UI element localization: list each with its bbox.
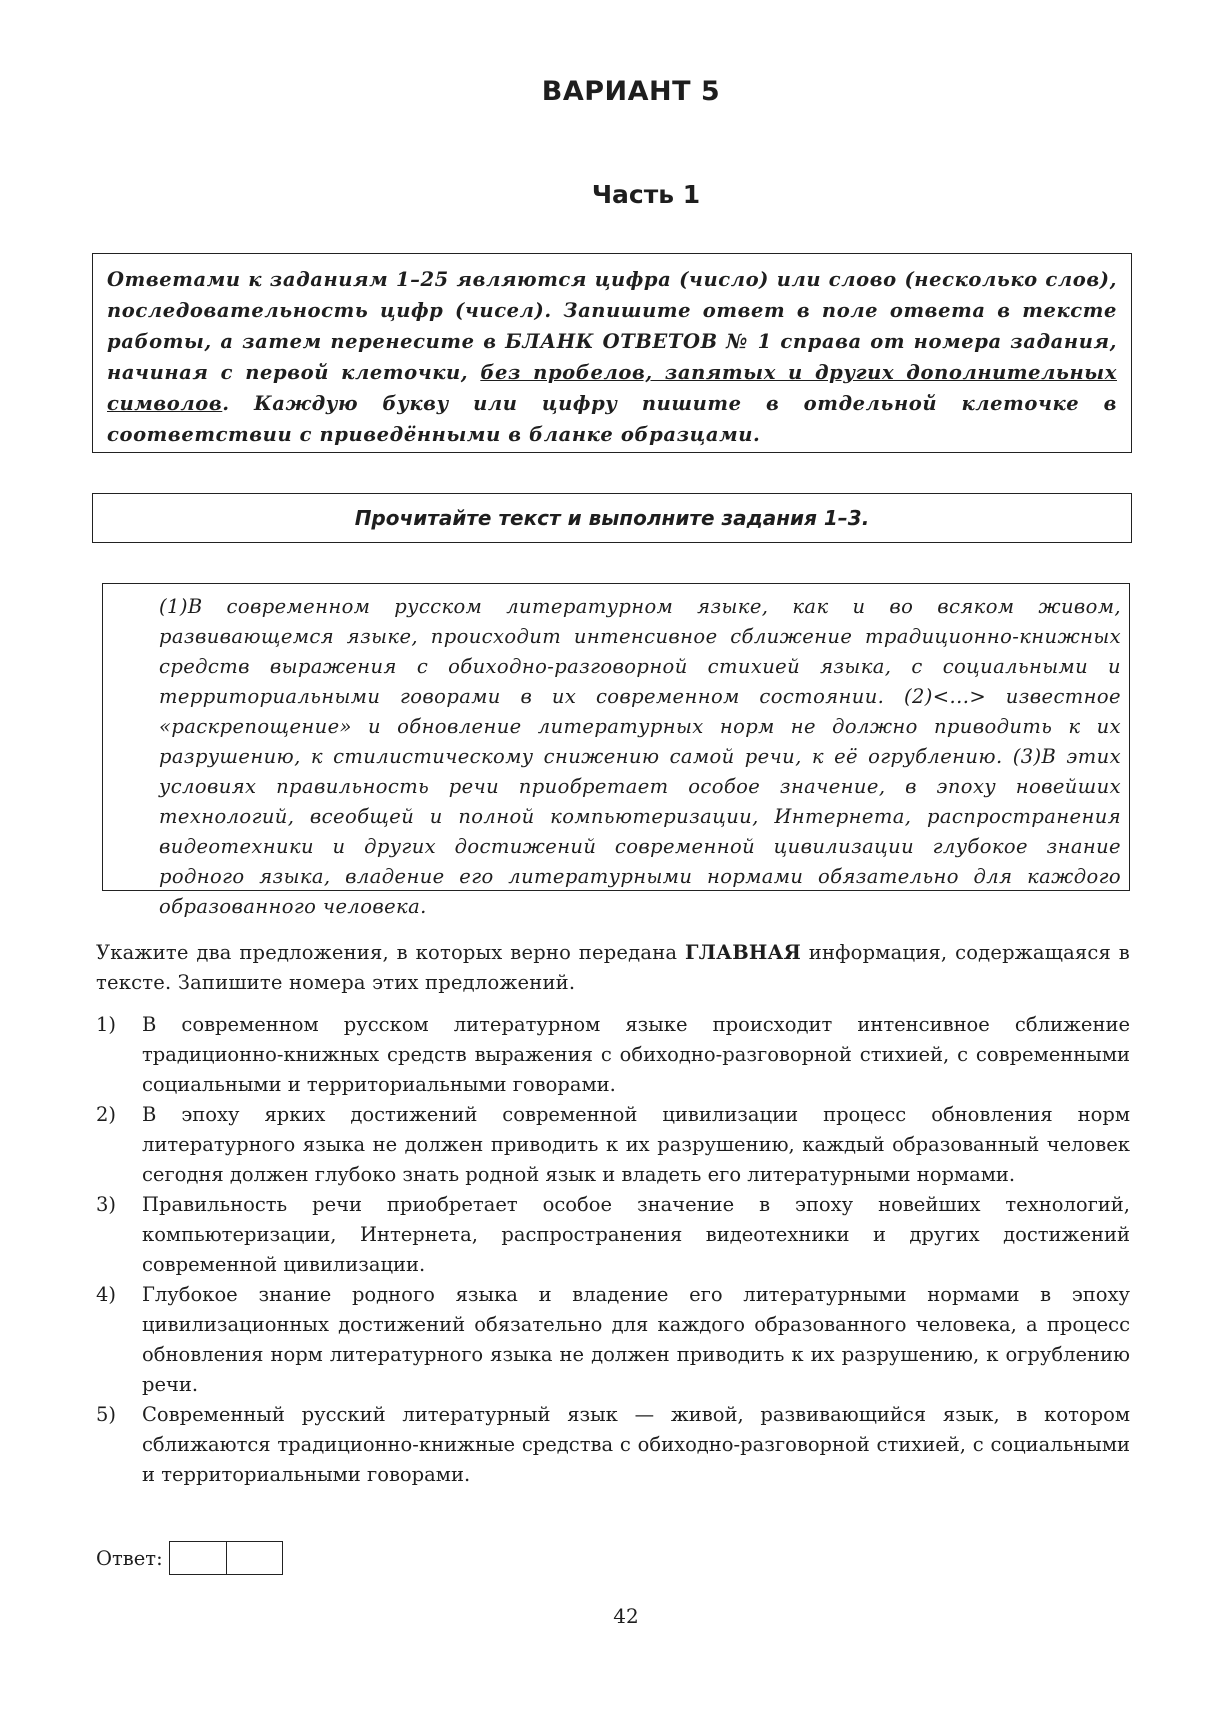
option-text: Глубокое знание родного языка и владение его литературными нормами в эпоху цивилизационных достижений обязательно для каждого образованного человека, а процесс обновления норм литературного языка не должен приводить к их разрушению, к огрублению речи. [142, 1283, 1130, 1396]
answer-row [96, 1541, 283, 1575]
answer-cell[interactable] [170, 1542, 226, 1574]
question-text [96, 938, 1130, 998]
option-number: 2) [96, 1103, 117, 1126]
answer-option [96, 1010, 1130, 1100]
question-emphasis: ГЛАВНАЯ [685, 941, 801, 964]
option-text: В современном русском литературном языке происходит интенсивное сближение традиционно-книжных средств выражения с обиходно-разговорной стихией, с современными социальными и территориальными говорами. [142, 1013, 1130, 1096]
passage-box [102, 583, 1130, 918]
task-header-text: Прочитайте текст и выполните задания 1–3. [354, 506, 870, 530]
instructions-box [92, 253, 1132, 453]
answer-field[interactable] [169, 1541, 283, 1575]
option-number: 1) [96, 1013, 117, 1036]
answer-label: Ответ: [96, 1546, 163, 1570]
answer-option [96, 1400, 1130, 1490]
answer-cell[interactable] [226, 1542, 282, 1574]
answer-option [96, 1190, 1130, 1280]
instructions-text-end: . Каждую букву или цифру пишите в отдельной клеточке в соответствии с приведёнными в бланке образцами. [107, 392, 1117, 446]
question-text-end: информация, содержащаяся в тексте. Запишите номера этих предложений. [96, 941, 1130, 994]
answer-option [96, 1280, 1130, 1400]
option-number: 5) [96, 1403, 117, 1426]
passage-text: (1)В современном русском литературном языке, как и во всяком живом, развивающемся языке, происходит интенсивное сближение традиционно-книжных средств выражения с обиходно-разговорной стихией языка, с социальными и территориальными говорами в их современном состоянии. (2)<...> известное «раскрепощение» и обновление литературных норм не должно приводить к их разрушению, к стилистическому снижению самой речи, к её огрублению. (3)В этих условиях правильность речи приобретает особое значение, в эпоху новейших технологий, всеобщей и полной компьютеризации, Интернета, распространения видеотехники и других достижений современной цивилизации глубокое знание родного языка, владение его литературными нормами обязательно для каждого образованного человека. [159, 595, 1121, 918]
option-text: В эпоху ярких достижений современной цивилизации процесс обновления норм литературного языка не должен приводить к их разрушению, каждый образованный человек сегодня должен глубоко знать родной язык и владеть его литературными нормами. [142, 1103, 1130, 1186]
variant-title: ВАРИАНТ 5 [541, 76, 721, 107]
answer-options-list [96, 1010, 1130, 1490]
question-text-start: Укажите два предложения, в которых верно передана [96, 941, 686, 964]
option-number: 4) [96, 1283, 117, 1306]
option-text: Современный русский литературный язык — живой, развивающийся язык, в котором сближаются традиционно-книжные средства с обиходно-разговорной стихией, с социальными и территориальными говорами. [142, 1403, 1130, 1486]
option-text: Правильность речи приобретает особое значение в эпоху новейших технологий, компьютеризации, Интернета, распространения видеотехники и других достижений современной цивилизации. [142, 1193, 1130, 1276]
instructions-text: Ответами к заданиям 1–25 являются цифра (число) или слово (несколько слов), последовательность цифр (чисел). Запишите ответ в поле ответа в тексте работы, а затем перенесите в БЛАНК ОТВЕТОВ № 1 справа от номера задания, начиная с первой клеточки, [107, 268, 1117, 384]
page-number: 42 [613, 1604, 639, 1628]
instructions-underlined-text: без пробелов, запятых и других дополнительных символов [107, 361, 1117, 415]
part-title: Часть 1 [591, 180, 701, 209]
answer-option [96, 1100, 1130, 1190]
option-number: 3) [96, 1193, 117, 1216]
task-header-box [92, 493, 1132, 543]
